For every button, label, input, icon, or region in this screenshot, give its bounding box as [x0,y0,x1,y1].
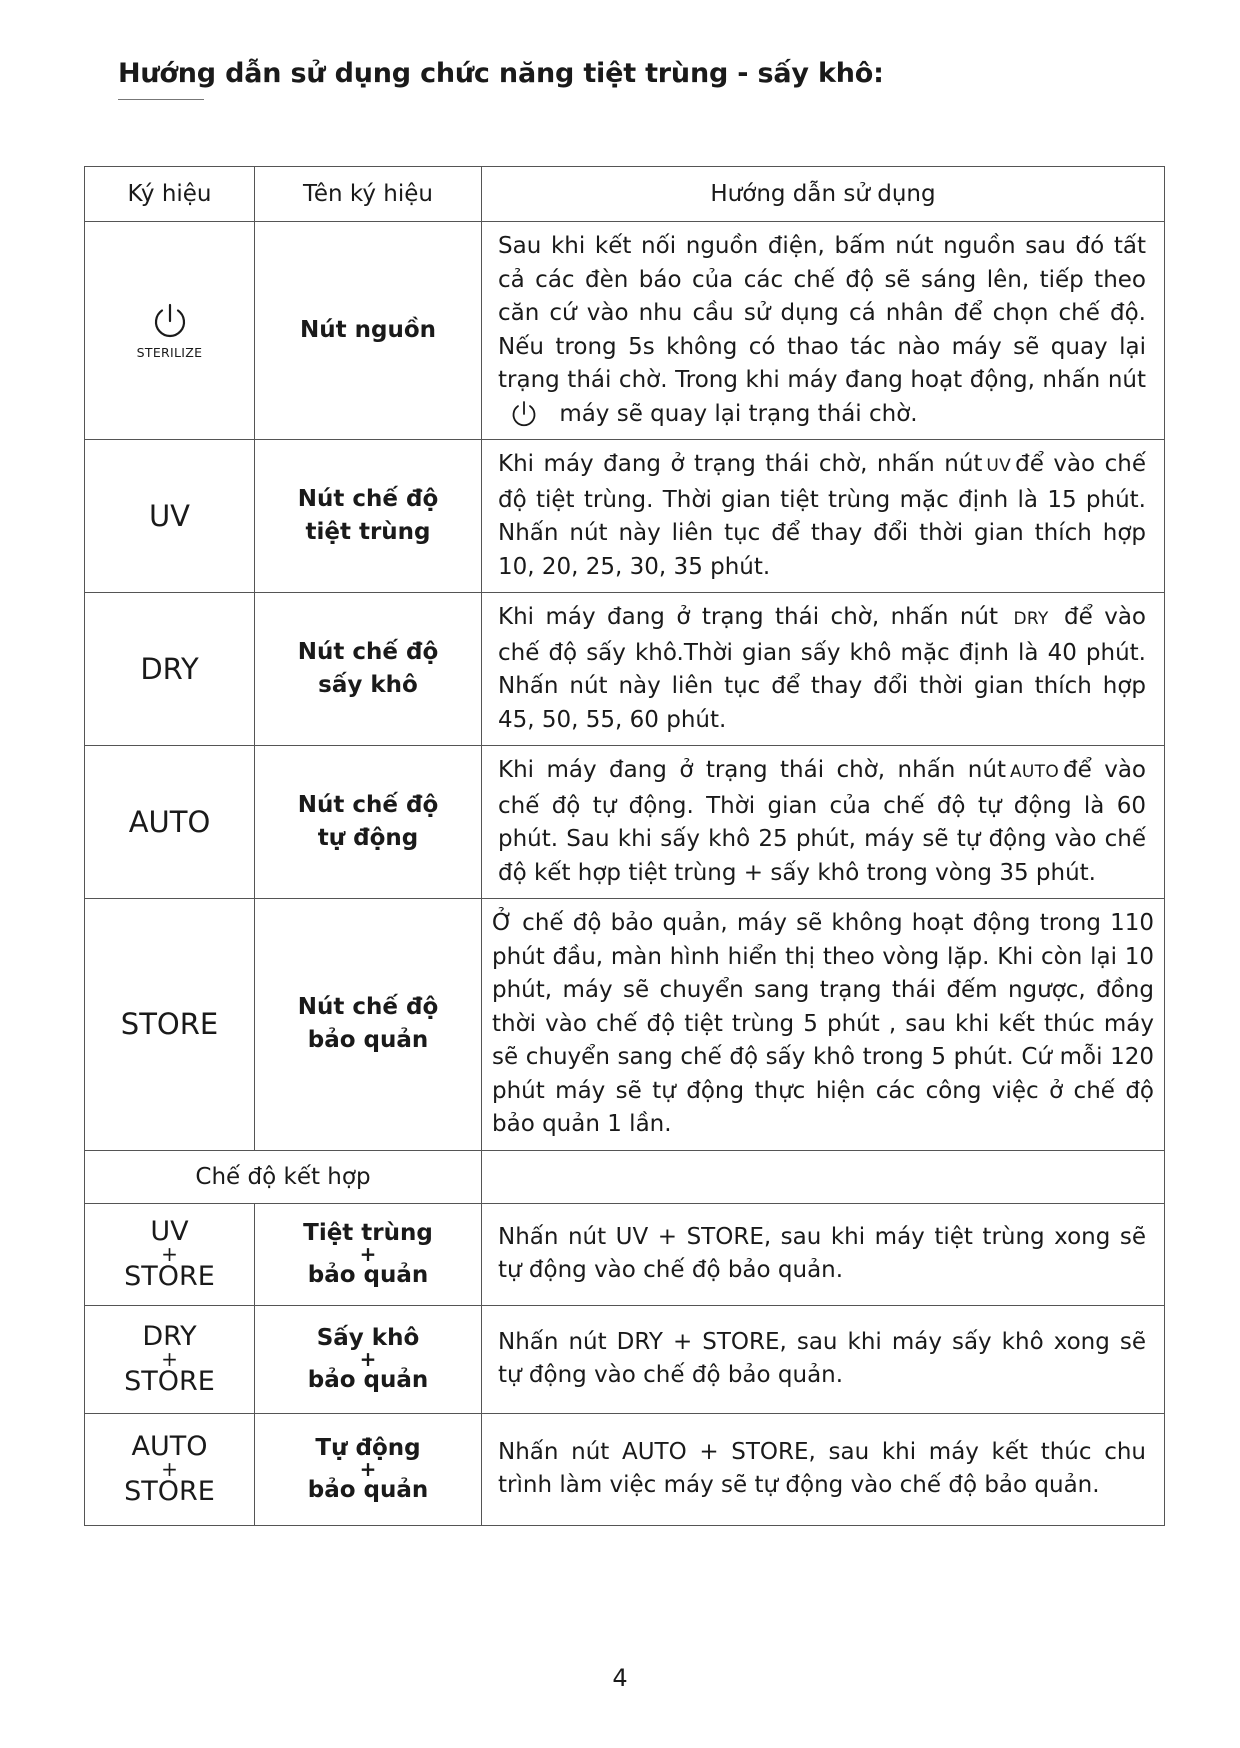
power-icon [150,301,190,341]
symbol-name-line: tiệt trùng [305,519,431,545]
page-number: 4 [612,1664,628,1692]
symbol-top: DRY [142,1321,197,1352]
symbol-bottom: STORE [124,1366,215,1397]
table-header-row [85,167,1165,222]
symbol-cell [85,1305,255,1413]
instruction-cell: Nhấn nút UV + STORE, sau khi máy tiệt trùng xong sẽ tự động vào chế độ bảo quản. [482,1203,1165,1305]
symbol-cell: AUTO [85,746,255,899]
plus-sign: + [161,1242,178,1266]
header-symbol-name: Tên ký hiệu [255,167,482,222]
symbol-cell [85,1413,255,1525]
plus-sign: + [359,1242,377,1266]
instruction-cell: Nhấn nút AUTO + STORE, sau khi máy kết thúc chu trình làm việc máy sẽ tự động vào chế độ bảo quản. [482,1413,1165,1525]
symbol-cell: UV [85,440,255,593]
table-row [85,222,1165,440]
symbol-name-line: Sấy khô [316,1324,420,1351]
symbol-cell [85,222,255,440]
symbol-name-cell [255,899,482,1151]
combined-section-row [85,1150,1165,1203]
plus-sign: + [359,1457,377,1481]
header-instructions: Hướng dẫn sử dụng [482,167,1165,222]
table-row [85,1203,1165,1305]
table-row [85,440,1165,593]
symbol-name-cell [255,440,482,593]
symbol-name-cell [255,593,482,746]
symbol-top: UV [150,1216,189,1247]
symbol-cell: STORE [85,899,255,1151]
symbol-name-line: bảo quản [307,1477,429,1503]
instructions-table [84,166,1165,1526]
plus-sign: + [161,1457,178,1481]
power-icon [508,399,540,429]
instruction-text: Khi máy đang ở trạng thái chờ, nhấn nút [498,757,1006,783]
symbol-name-line: Nút chế độ [297,993,439,1020]
symbol-bottom: STORE [124,1261,215,1292]
instruction-cell: Ở chế độ bảo quản, máy sẽ không hoạt động trong 110 phút đầu, màn hình hiển thị theo vòng lặp. Khi còn lại 10 phút, máy sẽ chuyển sang trạng thái đếm ngược, đồng thời vào chế độ tiệt trùng 5 phút , sau khi kết thúc máy sẽ chuyển sang chế độ sấy khô trong 5 phút. Cứ mỗi 120 phút máy sẽ tự động thực hiện các công việc ở chế độ bảo quản 1 lần. [482,899,1165,1151]
instruction-cell [482,746,1165,899]
inline-mode-label: UV [986,456,1012,476]
symbol-cell [85,1203,255,1305]
instruction-text: để vào chế độ tự động. Thời gian của chế độ tự động là 60 phút. Sau khi sấy khô 25 phút, máy sẽ tự động vào chế độ kết hợp tiệt trùng + sấy khô trong vòng 35 phút. [498,757,1146,886]
table-row [85,899,1165,1151]
instruction-text: máy sẽ quay lại trạng thái chờ. [559,400,918,427]
instruction-cell [482,222,1165,440]
instruction-cell: Nhấn nút DRY + STORE, sau khi máy sấy khô xong sẽ tự động vào chế độ bảo quản. [482,1305,1165,1413]
symbol-cell: DRY [85,593,255,746]
symbol-name-line: Nút chế độ [297,638,439,665]
symbol-name-line: tự động [317,825,419,851]
symbol-bottom: STORE [124,1476,215,1507]
empty-cell [482,1150,1165,1203]
symbol-name-cell: Nút nguồn [255,222,482,440]
instruction-text: Sau khi kết nối nguồn điện, bấm nút nguồn sau đó tất cả các đèn báo của các chế độ sẽ sáng lên, tiếp theo căn cứ vào nhu cầu sử dụng cá nhân để chọn chế độ. Nếu trong 5s không có thao tác nào máy sẽ quay lại trạng thái chờ. Trong khi máy đang hoạt động, nhấn nút [498,233,1146,393]
symbol-name-line: Tiệt trùng [303,1219,433,1246]
plus-sign: + [161,1347,178,1371]
instruction-text: để vào chế độ tiệt trùng. Thời gian tiệt trùng mặc định là 15 phút. Nhấn nút này liên tục để thay đổi thời gian thích hợp 10, 20, 25, 30, 35 phút. [498,451,1146,580]
symbol-name-line: bảo quản [307,1262,429,1288]
table-row [85,593,1165,746]
symbol-name-line: bảo quản [307,1367,429,1393]
instruction-text: Khi máy đang ở trạng thái chờ, nhấn nút [498,451,983,477]
sterilize-label: STERILIZE [136,345,203,361]
symbol-name-cell [255,746,482,899]
inline-mode-label: DRY [1013,609,1049,629]
plus-sign: + [359,1347,377,1371]
symbol-name-cell [255,1413,482,1525]
header-symbol: Ký hiệu [85,167,255,222]
instruction-cell [482,440,1165,593]
symbol-top: AUTO [131,1431,208,1462]
symbol-name-line: Nút chế độ [297,485,439,512]
symbol-name-cell [255,1305,482,1413]
table-row [85,1305,1165,1413]
combined-section-label: Chế độ kết hợp [85,1150,482,1203]
symbol-name-line: Tự động [315,1434,421,1461]
instruction-text: để vào chế độ sấy khô.Thời gian sấy khô mặc định là 40 phút. Nhấn nút này liên tục để thay đổi thời gian thích hợp 45, 50, 55, 60 phút. [498,604,1146,733]
page-title: Hướng dẫn sử dụng chức năng tiệt trùng - sấy khô: [118,58,884,89]
inline-mode-label: AUTO [1009,762,1060,782]
title-underline [118,99,204,100]
symbol-name-line: bảo quản [307,1027,429,1054]
symbol-name-line: Nút chế độ [297,791,439,818]
instruction-cell [482,593,1165,746]
symbol-name-cell [255,1203,482,1305]
instruction-text: Khi máy đang ở trạng thái chờ, nhấn nút [498,604,999,630]
table-row [85,746,1165,899]
table-row [85,1413,1165,1525]
symbol-name-line: sấy khô [318,672,418,698]
